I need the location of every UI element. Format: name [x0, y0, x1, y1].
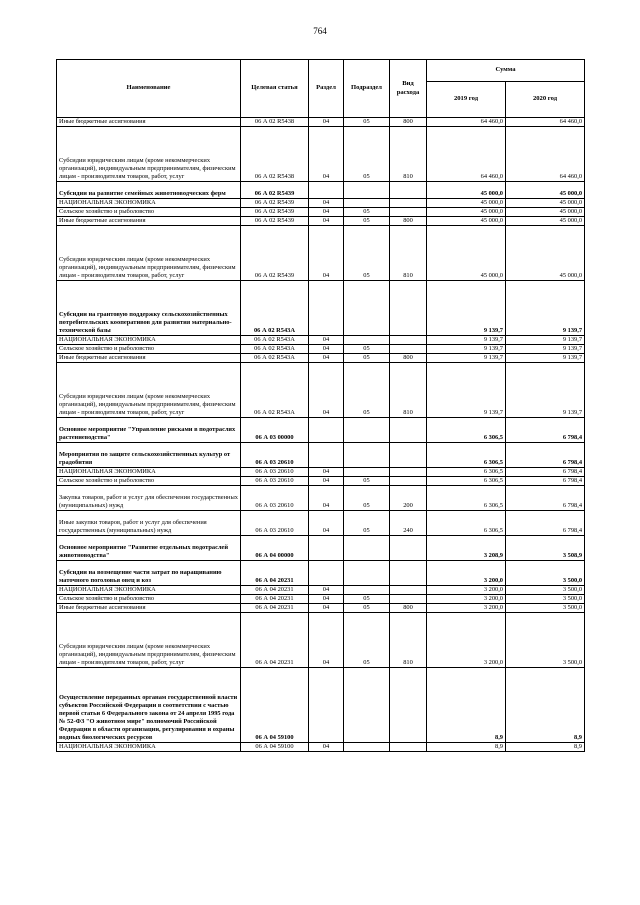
table-row — [57, 536, 585, 561]
cell-section: 04 — [309, 226, 344, 281]
cell-name: Основное мероприятие "Управление рисками в подотраслях растениеводства" — [57, 418, 241, 443]
cell-code: 06 А 02 R5439 — [241, 226, 309, 281]
table-row — [57, 208, 585, 217]
cell-subsection — [344, 468, 390, 477]
table-row — [57, 468, 585, 477]
cell-2020: 45 000,0 — [506, 208, 585, 217]
table-row — [57, 613, 585, 668]
cell-subsection: 05 — [344, 127, 390, 182]
cell-subsection: 05 — [344, 604, 390, 613]
cell-name: Субсидии юридическим лицам (кроме некоммерческих организаций), индивидуальным предпринимателям, физическим лицам - производителям товаров, работ, услуг — [57, 613, 241, 668]
cell-name: Сельское хозяйство и рыболовство — [57, 345, 241, 354]
cell-2019: 6 306,5 — [427, 486, 506, 511]
cell-name: Субсидии юридическим лицам (кроме некоммерческих организаций), индивидуальным предпринимателям, физическим лицам - производителям товаров, работ, услуг — [57, 127, 241, 182]
cell-kind — [390, 182, 427, 199]
cell-kind — [390, 668, 427, 743]
cell-2019: 3 200,0 — [427, 595, 506, 604]
cell-subsection — [344, 281, 390, 336]
cell-subsection: 05 — [344, 208, 390, 217]
header-section: Раздел — [309, 60, 344, 118]
table-row — [57, 363, 585, 418]
cell-kind: 800 — [390, 354, 427, 363]
cell-subsection: 05 — [344, 217, 390, 226]
cell-code: 06 А 04 20231 — [241, 595, 309, 604]
cell-section — [309, 668, 344, 743]
cell-2020: 9 139,7 — [506, 345, 585, 354]
cell-2019: 6 306,5 — [427, 477, 506, 486]
cell-section: 04 — [309, 118, 344, 127]
cell-name: Субсидии на грантовую поддержку сельскохозяйственных потребительских кооперативов для развития материально-технической базы — [57, 281, 241, 336]
cell-2019: 64 460,0 — [427, 127, 506, 182]
cell-subsection: 05 — [344, 595, 390, 604]
cell-section: 04 — [309, 127, 344, 182]
cell-2020: 3 500,0 — [506, 604, 585, 613]
cell-subsection — [344, 418, 390, 443]
cell-2019: 8,9 — [427, 668, 506, 743]
table-row — [57, 199, 585, 208]
cell-code: 06 А 02 R543A — [241, 354, 309, 363]
cell-2019: 9 139,7 — [427, 363, 506, 418]
header-year-2019: 2019 год — [427, 82, 506, 118]
cell-code: 06 А 03 20610 — [241, 477, 309, 486]
cell-name: Иные бюджетные ассигнования — [57, 354, 241, 363]
cell-2019: 45 000,0 — [427, 182, 506, 199]
cell-2019: 3 208,9 — [427, 536, 506, 561]
cell-2020: 9 139,7 — [506, 363, 585, 418]
cell-2019: 6 306,5 — [427, 418, 506, 443]
cell-code: 06 А 04 20231 — [241, 561, 309, 586]
table-row — [57, 604, 585, 613]
cell-2019: 9 139,7 — [427, 354, 506, 363]
cell-subsection: 05 — [344, 118, 390, 127]
cell-code: 06 А 03 00000 — [241, 418, 309, 443]
cell-name: Иные бюджетные ассигнования — [57, 217, 241, 226]
cell-2019: 45 000,0 — [427, 217, 506, 226]
cell-2019: 6 306,5 — [427, 443, 506, 468]
cell-kind — [390, 336, 427, 345]
cell-section: 04 — [309, 217, 344, 226]
cell-section: 04 — [309, 586, 344, 595]
cell-code: 06 А 02 R543A — [241, 281, 309, 336]
cell-name: Иные закупки товаров, работ и услуг для обеспечения государственных (муниципальных) нужд — [57, 511, 241, 536]
cell-section: 04 — [309, 363, 344, 418]
cell-section: 04 — [309, 604, 344, 613]
cell-name: Иные бюджетные ассигнования — [57, 604, 241, 613]
cell-section — [309, 182, 344, 199]
cell-kind — [390, 443, 427, 468]
table-row — [57, 418, 585, 443]
cell-name: НАЦИОНАЛЬНАЯ ЭКОНОМИКА — [57, 468, 241, 477]
cell-subsection: 05 — [344, 226, 390, 281]
cell-section: 04 — [309, 336, 344, 345]
cell-2020: 6 798,4 — [506, 418, 585, 443]
cell-code: 06 А 02 R5439 — [241, 182, 309, 199]
cell-kind: 800 — [390, 604, 427, 613]
cell-kind — [390, 345, 427, 354]
table-row — [57, 354, 585, 363]
header-name: Наименование — [57, 60, 241, 118]
cell-2019: 45 000,0 — [427, 199, 506, 208]
cell-subsection: 05 — [344, 477, 390, 486]
cell-code: 06 А 04 59100 — [241, 668, 309, 743]
cell-section: 04 — [309, 743, 344, 752]
cell-code: 06 А 02 R5439 — [241, 208, 309, 217]
cell-section — [309, 443, 344, 468]
cell-subsection: 05 — [344, 486, 390, 511]
cell-section: 04 — [309, 511, 344, 536]
cell-2020: 8,9 — [506, 743, 585, 752]
table-body — [57, 118, 585, 752]
cell-section — [309, 536, 344, 561]
cell-2019: 6 306,5 — [427, 511, 506, 536]
cell-2020: 3 500,0 — [506, 586, 585, 595]
cell-kind — [390, 561, 427, 586]
cell-2020: 3 500,0 — [506, 613, 585, 668]
table-row — [57, 477, 585, 486]
cell-subsection: 05 — [344, 354, 390, 363]
cell-2020: 3 500,0 — [506, 595, 585, 604]
cell-subsection: 05 — [344, 511, 390, 536]
cell-subsection — [344, 182, 390, 199]
header-kind: Вид расхода — [390, 60, 427, 118]
table-row — [57, 668, 585, 743]
cell-code: 06 А 04 20231 — [241, 586, 309, 595]
header-sum: Сумма — [427, 60, 585, 82]
table-row — [57, 127, 585, 182]
table-row — [57, 743, 585, 752]
cell-2020: 45 000,0 — [506, 226, 585, 281]
cell-section: 04 — [309, 199, 344, 208]
cell-name: Закупка товаров, работ и услуг для обеспечения государственных (муниципальных) нужд — [57, 486, 241, 511]
cell-kind: 810 — [390, 363, 427, 418]
cell-name: Субсидии на возмещение части затрат по наращиванию маточного поголовья овец и коз — [57, 561, 241, 586]
cell-section: 04 — [309, 345, 344, 354]
cell-section: 04 — [309, 354, 344, 363]
cell-code: 06 А 02 R5438 — [241, 118, 309, 127]
header-code: Целевая статья — [241, 60, 309, 118]
cell-2020: 9 139,7 — [506, 354, 585, 363]
cell-subsection — [344, 443, 390, 468]
cell-2019: 9 139,7 — [427, 345, 506, 354]
cell-subsection — [344, 561, 390, 586]
cell-kind: 240 — [390, 511, 427, 536]
table-row — [57, 345, 585, 354]
table-row — [57, 217, 585, 226]
cell-name: Сельское хозяйство и рыболовство — [57, 477, 241, 486]
cell-name: Субсидии юридическим лицам (кроме некоммерческих организаций), индивидуальным предпринимателям, физическим лицам - производителям товаров, работ, услуг — [57, 363, 241, 418]
cell-kind — [390, 477, 427, 486]
cell-2020: 6 798,4 — [506, 477, 585, 486]
cell-code: 06 А 02 R5438 — [241, 127, 309, 182]
table-row — [57, 586, 585, 595]
cell-code: 06 А 04 20231 — [241, 604, 309, 613]
cell-section: 04 — [309, 486, 344, 511]
table-row — [57, 486, 585, 511]
cell-code: 06 А 03 20610 — [241, 511, 309, 536]
cell-2020: 6 798,4 — [506, 443, 585, 468]
table-row — [57, 443, 585, 468]
cell-subsection — [344, 668, 390, 743]
cell-2020: 8,9 — [506, 668, 585, 743]
cell-code: 06 А 02 R543A — [241, 336, 309, 345]
cell-code: 06 А 03 20610 — [241, 486, 309, 511]
cell-section — [309, 418, 344, 443]
cell-2020: 6 798,4 — [506, 486, 585, 511]
cell-2019: 45 000,0 — [427, 208, 506, 217]
cell-subsection — [344, 199, 390, 208]
cell-code: 06 А 04 20231 — [241, 613, 309, 668]
cell-subsection — [344, 336, 390, 345]
header-year-2020: 2020 год — [506, 82, 585, 118]
budget-table — [56, 59, 585, 752]
cell-2020: 9 139,7 — [506, 281, 585, 336]
cell-kind — [390, 586, 427, 595]
cell-kind — [390, 743, 427, 752]
cell-2019: 8,9 — [427, 743, 506, 752]
cell-kind: 810 — [390, 613, 427, 668]
cell-name: Субсидии на развитие семейных животноводческих ферм — [57, 182, 241, 199]
cell-name: Основное мероприятие "Развитие отдельных подотраслей животноводства" — [57, 536, 241, 561]
cell-2019: 45 000,0 — [427, 226, 506, 281]
cell-subsection — [344, 586, 390, 595]
cell-kind — [390, 418, 427, 443]
cell-subsection — [344, 743, 390, 752]
cell-kind: 810 — [390, 127, 427, 182]
cell-2019: 9 139,7 — [427, 336, 506, 345]
cell-name: Сельское хозяйство и рыболовство — [57, 208, 241, 217]
cell-code: 06 А 04 00000 — [241, 536, 309, 561]
cell-kind — [390, 468, 427, 477]
cell-code: 06 А 02 R5439 — [241, 217, 309, 226]
cell-name: НАЦИОНАЛЬНАЯ ЭКОНОМИКА — [57, 586, 241, 595]
cell-2020: 3 500,0 — [506, 561, 585, 586]
cell-2019: 6 306,5 — [427, 468, 506, 477]
cell-name: НАЦИОНАЛЬНАЯ ЭКОНОМИКА — [57, 743, 241, 752]
cell-kind — [390, 199, 427, 208]
cell-2020: 6 798,4 — [506, 511, 585, 536]
cell-section — [309, 281, 344, 336]
cell-code: 06 А 02 R5439 — [241, 199, 309, 208]
cell-subsection: 05 — [344, 363, 390, 418]
cell-section: 04 — [309, 477, 344, 486]
cell-name: НАЦИОНАЛЬНАЯ ЭКОНОМИКА — [57, 336, 241, 345]
table-row — [57, 118, 585, 127]
cell-name: НАЦИОНАЛЬНАЯ ЭКОНОМИКА — [57, 199, 241, 208]
cell-kind: 200 — [390, 486, 427, 511]
cell-section: 04 — [309, 595, 344, 604]
cell-code: 06 А 02 R543A — [241, 363, 309, 418]
cell-code: 06 А 02 R543A — [241, 345, 309, 354]
cell-2020: 9 139,7 — [506, 336, 585, 345]
page-number: 764 — [313, 26, 327, 36]
cell-code: 06 А 03 20610 — [241, 443, 309, 468]
cell-name: Мероприятия по защите сельскохозяйственных культур от градобития — [57, 443, 241, 468]
cell-kind — [390, 595, 427, 604]
table-row — [57, 182, 585, 199]
header-subsection: Подраздел — [344, 60, 390, 118]
table-row — [57, 226, 585, 281]
cell-subsection: 05 — [344, 613, 390, 668]
table-row — [57, 336, 585, 345]
cell-section: 04 — [309, 208, 344, 217]
cell-name: Иные бюджетные ассигнования — [57, 118, 241, 127]
cell-2020: 45 000,0 — [506, 199, 585, 208]
cell-2020: 3 508,9 — [506, 536, 585, 561]
cell-kind: 810 — [390, 226, 427, 281]
cell-2020: 45 000,0 — [506, 217, 585, 226]
cell-section: 04 — [309, 613, 344, 668]
cell-code: 06 А 04 59100 — [241, 743, 309, 752]
cell-2019: 9 139,7 — [427, 281, 506, 336]
cell-2020: 6 798,4 — [506, 468, 585, 477]
cell-kind: 800 — [390, 217, 427, 226]
cell-subsection: 05 — [344, 345, 390, 354]
cell-name: Осуществление переданных органам государственной власти субъектов Российской Федерации в соответствии с частью первой статьи 6 Федерального закона от 24 апреля 1995 года № 52-ФЗ "О животном мире" полномочий Российской Федерации в области организации, регулирования и охраны водных биологических ресурсов — [57, 668, 241, 743]
table-row — [57, 281, 585, 336]
cell-subsection — [344, 536, 390, 561]
cell-2019: 3 200,0 — [427, 561, 506, 586]
cell-2019: 3 200,0 — [427, 586, 506, 595]
cell-2020: 64 460,0 — [506, 118, 585, 127]
cell-section: 04 — [309, 468, 344, 477]
cell-kind: 800 — [390, 118, 427, 127]
cell-2020: 64 460,0 — [506, 127, 585, 182]
table-header — [57, 60, 585, 118]
cell-2019: 3 200,0 — [427, 604, 506, 613]
cell-name: Сельское хозяйство и рыболовство — [57, 595, 241, 604]
cell-kind — [390, 281, 427, 336]
cell-code: 06 А 03 20610 — [241, 468, 309, 477]
cell-2019: 64 460,0 — [427, 118, 506, 127]
cell-2020: 45 000,0 — [506, 182, 585, 199]
cell-section — [309, 561, 344, 586]
cell-kind — [390, 208, 427, 217]
table-row — [57, 595, 585, 604]
cell-name: Субсидии юридическим лицам (кроме некоммерческих организаций), индивидуальным предпринимателям, физическим лицам - производителям товаров, работ, услуг — [57, 226, 241, 281]
table-row — [57, 561, 585, 586]
cell-kind — [390, 536, 427, 561]
table-row — [57, 511, 585, 536]
cell-2019: 3 200,0 — [427, 613, 506, 668]
